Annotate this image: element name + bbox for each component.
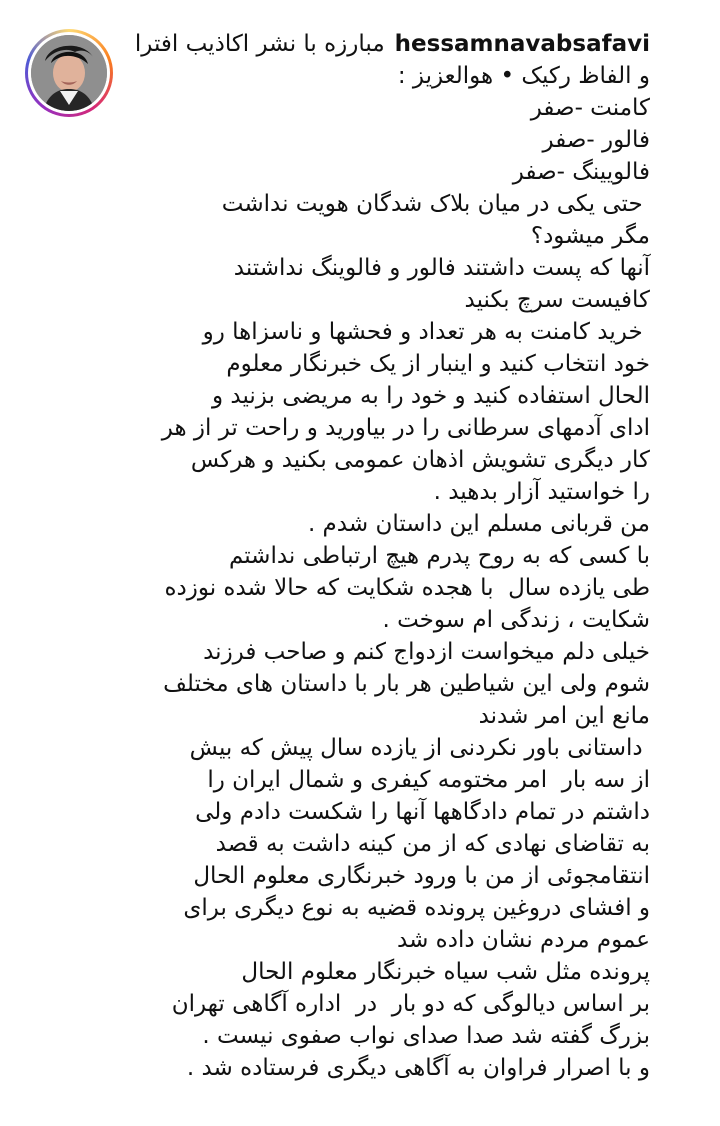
story-ring[interactable]	[25, 29, 113, 117]
avatar-border	[28, 32, 110, 114]
caption-line: کار دیگری تشویش اذهان عمومی بکنید و هرکس	[190, 447, 650, 473]
caption-line: با کسی که به روح پدرم هیچ ارتباطی نداشتم	[228, 543, 650, 569]
avatar[interactable]	[31, 35, 107, 111]
caption-line: کافیست سرچ بکنید	[464, 287, 650, 313]
caption-line: طی یازده سال با هجده شکایت که حالا شده نوزده	[164, 575, 650, 601]
caption-line: به تقاضای نهادی که از من کینه داشت به قصد	[215, 831, 650, 857]
caption-line: را خواستید آزار بدهید .	[433, 479, 650, 505]
caption-line: بزرگ گفته شد صدا صدای نواب صفوی نیست .	[202, 1023, 650, 1049]
caption-line: الحال استفاده کنید و خود را به مریضی بزنید و	[211, 383, 650, 409]
caption-line: hessamnavabsafaviمبارزه با نشر اکاذیب افترا	[134, 31, 650, 57]
caption-line: و الفاظ رکیک • هوالعزیز :	[397, 63, 650, 89]
caption-line: حتی یکی در میان بلاک شدگان هویت نداشت	[221, 191, 650, 217]
caption-line: انتقامجوئی از من با ورود خبرنگاری معلوم الحال	[193, 863, 650, 889]
caption-line: ادای آدمهای سرطانی را در بیاورید و راحت تر از هر	[161, 415, 650, 441]
caption-line: من قربانی مسلم این داستان شدم .	[307, 511, 650, 537]
caption-line: شوم ولی این شیاطین هر بار با داستان های مختلف	[163, 671, 650, 697]
caption-line: و با اصرار فراوان به آگاهی دیگری فرستاده شد .	[186, 1055, 650, 1081]
caption-line: شکایت ، زندگی ام سوخت .	[382, 607, 650, 633]
caption-line: خرید کامنت به هر تعداد و فحشها و ناسزاها رو	[202, 319, 650, 345]
caption-line: آنها که پست داشتند فالور و فالوینگ نداشتند	[233, 255, 650, 281]
post-username[interactable]: hessamnavabsafavi	[394, 31, 650, 57]
caption-line: کامنت -صفر	[530, 95, 650, 121]
caption-line: مگر میشود؟	[530, 223, 650, 249]
caption-line: از سه بار امر مختومه کیفری و شمال ایران را	[207, 767, 650, 793]
caption-line: مانع این امر شدند	[478, 703, 650, 729]
post-caption	[130, 28, 650, 1084]
caption-line: پرونده مثل شب سیاه خبرنگار معلوم الحال	[241, 959, 650, 985]
caption-line: داشتم در تمام دادگاهها آنها را شکست دادم ولی	[195, 799, 650, 825]
caption-line: خیلی دلم میخواست ازدواج کنم و صاحب فرزند	[203, 639, 650, 665]
caption-line: خود انتخاب کنید و اینبار از یک خبرنگار معلوم	[226, 351, 650, 377]
caption-line: داستانی باور نکردنی از یازده سال پیش که بیش	[189, 735, 650, 761]
caption-line: فالور -صفر	[542, 127, 650, 153]
caption-line: بر اساس دیالوگی که دو بار در اداره آگاهی تهران	[171, 991, 650, 1017]
caption-line: عموم مردم نشان داده شد	[397, 927, 650, 953]
caption-line: و افشای دروغین پرونده قضیه به نوع دیگری برای	[183, 895, 650, 921]
caption-line: فالویینگ -صفر	[512, 159, 650, 185]
profile-photo-icon	[31, 35, 107, 111]
